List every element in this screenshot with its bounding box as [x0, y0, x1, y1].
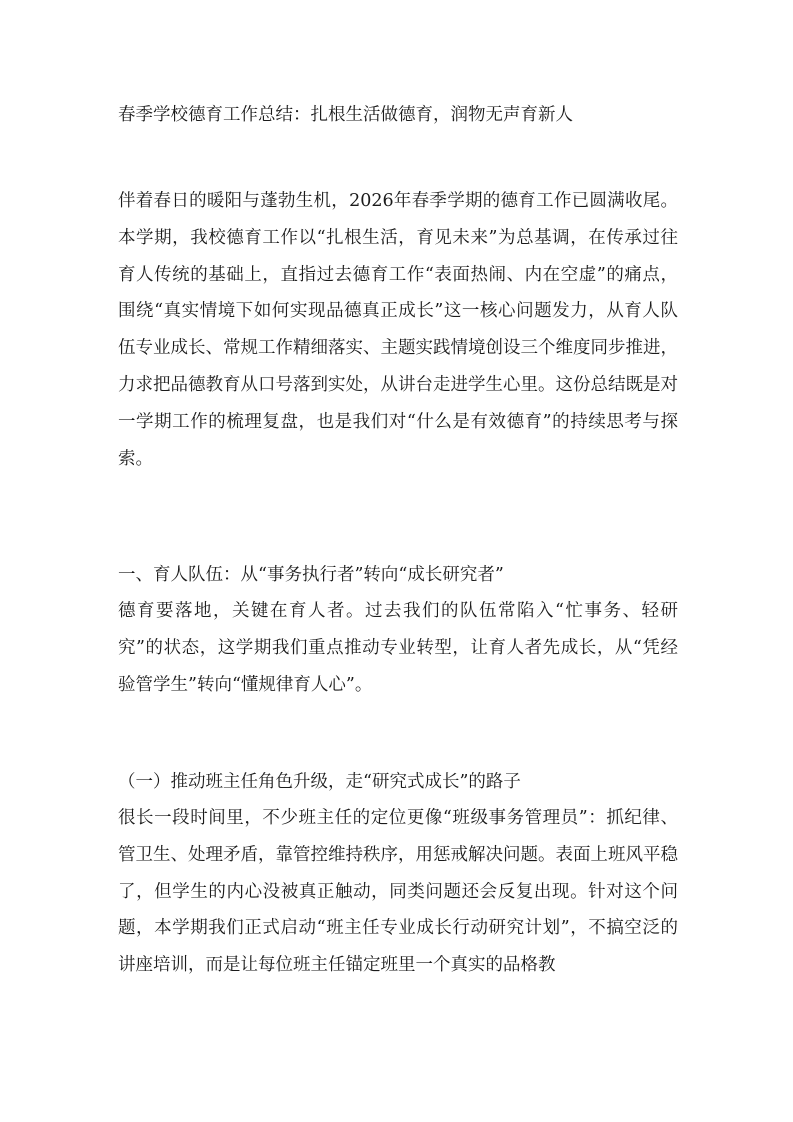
section-heading-1: 一、育人队伍：从“事务执行者”转向“成长研究者” [118, 565, 504, 585]
section-1-paragraph: 德育要落地，关键在育人者。过去我们的队伍常陷入“忙事务、轻研究”的状态，这学期我们重点推动专业转型，让育人者先成长，从“凭经验管学生”转向“懂规律育人心”。 [118, 601, 678, 695]
subsection-1-paragraph: 很长一段时间里，不少班主任的定位更像“班级事务管理员”：抓纪律、管卫生、处理矛盾，靠管控维持秩序，用惩戒解决问题。表面上班风平稳了，但学生的内心没被真正触动，同类问题还会反复出现。针对这个问题，本学期我们正式启动“班主任专业成长行动研究计划”，不搞空泛的讲座培训，而是让每位班主任锚定班里一个真实的品格教 [118, 808, 678, 976]
document-title: 春季学校德育工作总结：扎根生活做德育，润物无声育新人 [118, 105, 573, 125]
subsection-heading-1: （一）推动班主任角色升级，走“研究式成长”的路子 [118, 772, 521, 792]
intro-paragraph: 伴着春日的暖阳与蓬勃生机，2026年春季学期的德育工作已圆满收尾。本学期，我校德育工作以“扎根生活，育见未来”为总基调，在传承过往育人传统的基础上，直指过去德育工作“表面热闹、内在空虚”的痛点，围绕“真实情境下如何实现品德真正成长”这一核心问题发力，从育人队伍专业成长、常规工作精细落实、主题实践情境创设三个维度同步推进，力求把品德教育从口号落到实处，从讲台走进学生心里。这份总结既是对一学期工作的梳理复盘，也是我们对“什么是有效德育”的持续思考与探索。 [118, 191, 678, 469]
